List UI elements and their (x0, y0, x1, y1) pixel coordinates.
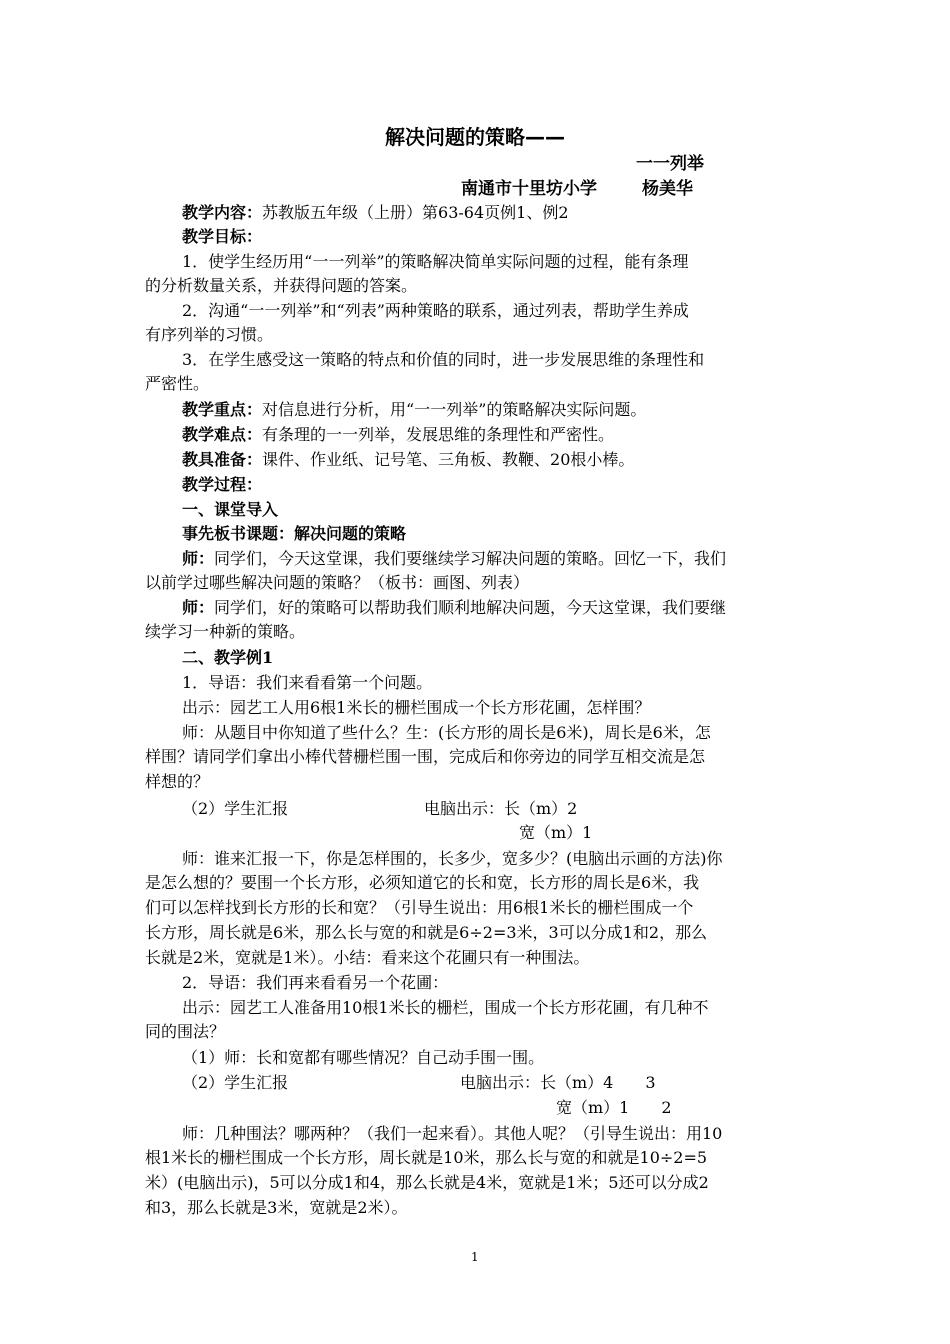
difficulty (182, 423, 614, 447)
computer-display-width: 宽（m）1 2 (556, 1098, 672, 1117)
key-point (182, 398, 646, 422)
paragraph: 们可以怎样找到长方形的长和宽？（引导生说出：用6根1米长的栅栏围成一个 (145, 898, 694, 917)
paragraph: 是怎么想的？要围一个长方形，必须知道它的长和宽，长方形的周长是6米，我 (145, 873, 700, 892)
paragraph: 2．导语：我们再来看看另一个花圃： (182, 973, 449, 992)
page-title: 解决问题的策略—— (385, 125, 565, 149)
goal1-line2: 的分析数量关系，并获得问题的答案。 (145, 276, 418, 295)
paragraph: 1．导语：我们来看看第一个问题。 (182, 673, 433, 692)
computer-display-width: 宽（m）1 (519, 823, 593, 842)
key-label: 教学重点： (182, 400, 263, 419)
computer-display: 电脑出示：长（m）2 (424, 799, 578, 818)
goal3-line1: 3．在学生感受这一策略的特点和价值的同时，进一步发展思维的条理性和 (182, 350, 705, 369)
paragraph: 样想的？ (145, 772, 210, 791)
goal3-line2: 严密性。 (145, 374, 210, 393)
teacher-line1-cont: 以前学过哪些解决问题的策略？（板书：画图、列表） (145, 573, 530, 592)
goal2-line1: 2．沟通“一一列举”和“列表”两种策略的联系，通过列表，帮助学生养成 (182, 301, 689, 320)
paragraph: 长方形，周长就是6米，那么长与宽的和就是6÷2=3米，3可以分成1和2，那么 (145, 923, 708, 942)
paragraph: 出示：园艺工人准备用10根1米长的栅栏，围成一个长方形花圃，有几种不 (182, 998, 709, 1017)
teacher-text: 同学们，好的策略可以帮助我们顺利地解决问题，今天这堂课，我们要继 (214, 598, 727, 617)
section2-heading: 二、教学例1 (182, 648, 274, 667)
paragraph: 和3，那么长就是3米，宽就是2米）。 (145, 1198, 408, 1217)
diff-text: 有条理的一一列举，发展思维的条理性和严密性。 (262, 425, 615, 444)
goals-label: 教学目标： (182, 227, 263, 246)
student-report: （2）学生汇报 (182, 1073, 289, 1092)
paragraph: 师：从题目中你知道了些什么？生：(长方形的周长是6米)，周长是6米，怎 (182, 723, 711, 742)
paragraph: 师：谁来汇报一下，你是怎样围的，长多少，宽多少？(电脑出示画的方法)你 (182, 849, 723, 868)
student-report: （2）学生汇报 (182, 799, 289, 818)
tools (182, 448, 634, 472)
paragraph: 米）(电脑出示)，5可以分成1和4，那么长就是4米，宽就是1米；5还可以分成2 (145, 1173, 709, 1192)
teacher-line2 (182, 596, 726, 620)
paragraph: 长就是2米，宽就是1米）。小结：看来这个花圃只有一种围法。 (145, 948, 590, 967)
teacher-label: 师： (182, 549, 215, 568)
page-subtitle: 一一列举 (636, 154, 704, 174)
teacher-line2-cont: 续学习一种新的策略。 (145, 622, 306, 641)
teacher-text: 同学们，今天这堂课，我们要继续学习解决问题的策略。回忆一下，我们 (214, 549, 727, 568)
process-label: 教学过程： (182, 475, 263, 494)
goal2-line2: 有序列举的习惯。 (145, 325, 274, 344)
paragraph: 出示：园艺工人用6根1米长的栅栏围成一个长方形花圃，怎样围？ (182, 698, 651, 717)
paragraph: 样围？请同学们拿出小棒代替栅栏围一围，完成后和你旁边的同学互相交流是怎 (145, 747, 706, 766)
paragraph: 师：几种围法？哪两种？（我们一起来看）。其他人呢？（引导生说出：用10 (182, 1124, 723, 1143)
teacher-label: 师： (182, 598, 215, 617)
paragraph: 根1米长的栅栏围成一个长方形，周长就是10米，那么长与宽的和就是10÷2=5 (145, 1148, 708, 1167)
diff-label: 教学难点： (182, 425, 263, 444)
content-label: 教学内容： (182, 203, 263, 222)
teaching-content (182, 201, 569, 225)
goal1-line1: 1．使学生经历用“一一列举”的策略解决简单实际问题的过程，能有条理 (182, 252, 689, 271)
author-name: 杨美华 (642, 179, 693, 199)
author-school: 南通市十里坊小学 (461, 179, 597, 199)
teacher-line1 (182, 547, 726, 571)
paragraph: 同的围法？ (145, 1022, 226, 1041)
paragraph: （1）师：长和宽都有哪些情况？自己动手围一围。 (182, 1048, 545, 1067)
section1-heading: 一、课堂导入 (182, 500, 279, 519)
computer-display: 电脑出示：长（m）4 3 (460, 1073, 656, 1092)
tools-text: 课件、作业纸、记号笔、三角板、教鞭、20根小棒。 (262, 450, 635, 469)
key-text: 对信息进行分析，用“一一列举”的策略解决实际问题。 (262, 400, 647, 419)
board-title: 事先板书课题：解决问题的策略 (182, 524, 407, 543)
content-text: 苏教版五年级（上册）第63-64页例1、例2 (262, 203, 569, 222)
tools-label: 教具准备： (182, 450, 263, 469)
page-number: 1 (471, 1250, 479, 1264)
